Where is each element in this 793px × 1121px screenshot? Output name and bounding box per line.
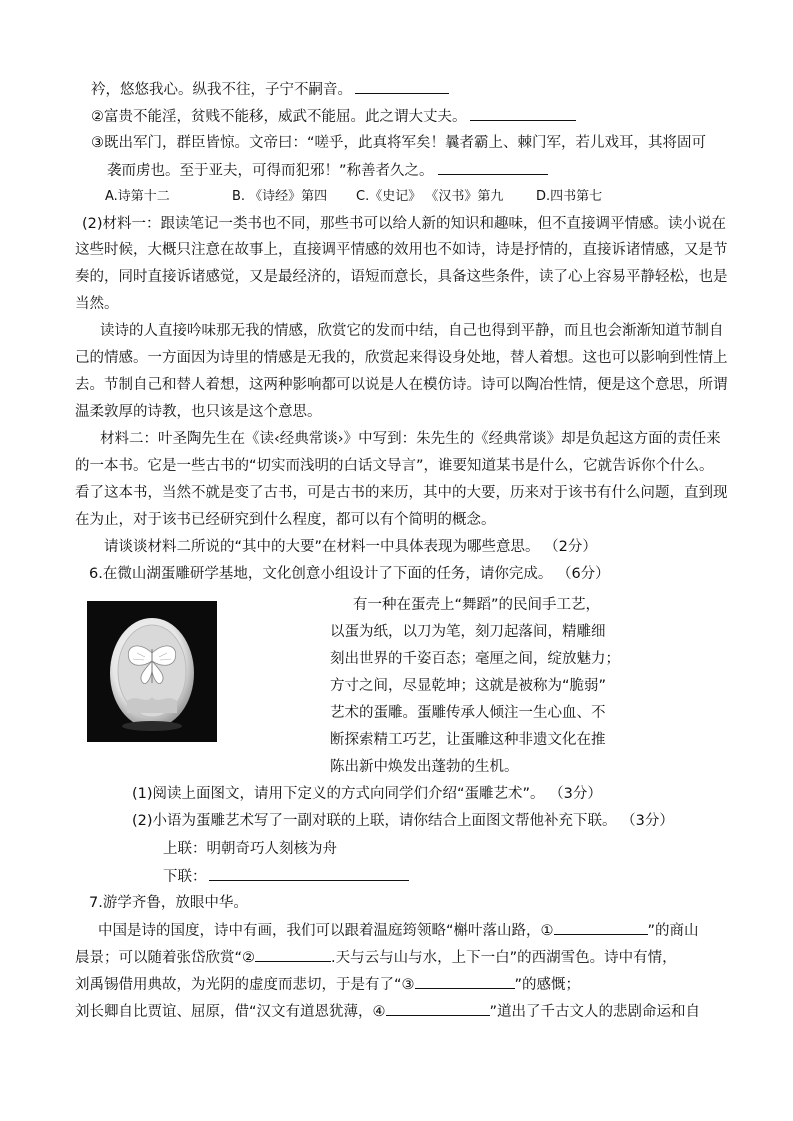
q6-sub2: (2)小语为蛋雕艺术写了一副对联的上联，请你结合上面图文帮他补充下联。 （3分） — [132, 813, 674, 829]
q5-item1-text: 衿，悠悠我心。纵我不往，子宁不嗣音。 — [91, 82, 352, 98]
answer-blank-1[interactable] — [355, 80, 449, 94]
answer-blank-2[interactable] — [470, 107, 576, 121]
q5-sub2-line: 材料二：叶圣陶先生在《读‹经典常谈›》中写到：朱先生的《经典常谈》却是负起这方面的责任来 — [100, 431, 721, 447]
q5-sub2-line: 奏的，同时直接诉诸感觉，又是最经济的，语短而意长，具备这些条件，读了心上容易平静轻松，也是 — [75, 269, 728, 285]
q6-passage-line: 刻出世界的千姿百态；毫厘之间，绽放魅力； — [330, 651, 620, 667]
q6-passage-line: 方寸之间，尽显乾坤；这就是被称为“脆弱” — [330, 678, 607, 694]
q7-line-4-text-b: ”道出了千古文人的悲剧命运和自 — [489, 1004, 701, 1020]
q5-sub2-line: 当然。 — [75, 296, 119, 312]
q7-line-4-text-a: 刘长卿自比贾谊、屈原，借“汉文有道恩犹薄，④ — [75, 1004, 386, 1020]
q7-line-2 — [75, 948, 677, 967]
xialian-answer-blank[interactable] — [209, 867, 409, 881]
q7-line-3-text-b: ”的感慨； — [514, 977, 581, 993]
q5-option-c: C.《史记》 《汉书》第九 — [356, 189, 504, 204]
q5-item2-line — [91, 107, 576, 126]
q5-sub2-line: 己的情感。一方面因为诗里的情感是无我的，欣赏起来得设身处地，替人着想。这也可以影响到性情上 — [75, 350, 728, 366]
q5-sub2-line: 在为止，对于该书已经研究到什么程度，都可以有个简明的概念。 — [75, 512, 496, 528]
q6-sub1: (1)阅读上面图文，请用下定义的方式向同学们介绍“蛋雕艺术”。 （3分） — [132, 786, 602, 802]
q7-line-2-text-b: .天与云与山与水，上下一白”的西湖雪色。诗中有情， — [331, 950, 677, 966]
answer-blank-3[interactable] — [438, 161, 548, 175]
egg-carving-image — [87, 601, 217, 742]
q5-item3-line-b — [107, 161, 548, 180]
egg-carving-photo — [87, 601, 217, 742]
q5-sub2-line: (2)材料一：跟读笔记一类书也不同，那些书可以给人新的知识和趣味，但不直接调平情感。读小说在 — [82, 216, 727, 232]
q5-sub2-prompt: 请谈谈材料二所说的“其中的大要”在材料一中具体表现为哪些意思。 （2分） — [104, 539, 597, 555]
answer-blank-q7-1[interactable] — [554, 921, 648, 935]
q5-item3-line-a: ③既出军门，群臣皆惊。文帝曰：“嗟乎，此真将军矣！曩者霸上、棘门军，若儿戏耳，其将固可 — [91, 135, 707, 151]
q7-line-4 — [75, 1002, 700, 1021]
q5-option-b: B. 《诗经》第四 — [232, 189, 328, 204]
q5-sub2-line: 温柔敦厚的诗教，也只该是这个意思。 — [75, 404, 322, 420]
answer-blank-q7-2[interactable] — [255, 948, 331, 962]
q7-line-1 — [98, 921, 699, 940]
q6-passage-line: 陈出新中焕发出蓬勃的生机。 — [330, 759, 519, 775]
q7-line-3-text-a: 刘禹锡借用典故，为光阴的虚度而悲切，于是有了“③ — [75, 977, 415, 993]
q5-sub2-line: 看了这本书，当然不就是变了古书，可是古书的来历，其中的大要，历来对于该书有什么问题，直到现 — [75, 485, 728, 501]
q6-passage-line: 以蛋为纸，以刀为笔，刻刀起落间，精雕细 — [330, 624, 606, 640]
q5-option-a: A.诗第十二 — [105, 189, 170, 204]
q6-passage-line: 断探索精工巧艺，让蛋雕这种非遗文化在推 — [330, 732, 606, 748]
answer-blank-q7-3[interactable] — [415, 975, 515, 989]
answer-blank-q7-4[interactable] — [386, 1002, 490, 1016]
q5-sub2-line: 读诗的人直接吟味那无我的情感，欣赏它的发而中结，自己也得到平静，而且也会渐渐知道节制自 — [100, 323, 724, 339]
q6-passage-line: 艺术的蛋雕。蛋雕传承人倾注一生心血、不 — [330, 705, 606, 721]
q7-title: 7.游学齐鲁，放眼中华。 — [89, 895, 248, 911]
q5-sub2-line: 这些时候，大概只注意在故事上，直接调平情感的效用也不如诗，诗是抒情的，直接诉诸情感，又是节 — [75, 242, 728, 258]
q7-line-1-text-b: ”的商山 — [647, 923, 699, 939]
q5-option-d: D.四书第七 — [536, 189, 603, 204]
q6-passage-line: 有一种在蛋壳上“舞蹈”的民间手工艺， — [353, 597, 601, 613]
q7-line-1-text-a: 中国是诗的国度，诗中有画，我们可以跟着温庭筠领略“槲叶落山路，① — [98, 923, 554, 939]
q5-item2-text: ②富贵不能淫，贫贱不能移，威武不能屈。此之谓大丈夫。 — [91, 109, 467, 125]
q5-sub2-line: 的一本书。它是一些古书的“切实而浅明的白话文导言”，谁要知道某书是什么，它就告诉你个什么。 — [75, 458, 714, 474]
q6-xialian-label: 下联： — [163, 869, 207, 885]
q5-sub2-line: 去。节制自己和替人着想，这两种影响都可以说是人在模仿诗。诗可以陶冶性情，便是这个意思，所谓 — [75, 377, 728, 393]
q6-shanglian: 上联：明朝奇巧人刻核为舟 — [163, 841, 337, 857]
q6-xialian-line — [163, 867, 409, 886]
q7-line-3 — [75, 975, 580, 994]
q5-item3-text-b: 袭而虏也。至于亚夫，可得而犯邪！”称善者久之。 — [107, 163, 434, 179]
q5-item1-line — [91, 80, 449, 99]
q7-line-2-text-a: 晨景；可以随着张岱欣赏“② — [75, 950, 256, 966]
q6-title: 6.在微山湖蛋雕研学基地，文化创意小组设计了下面的任务，请你完成。 （6分） — [89, 566, 610, 582]
